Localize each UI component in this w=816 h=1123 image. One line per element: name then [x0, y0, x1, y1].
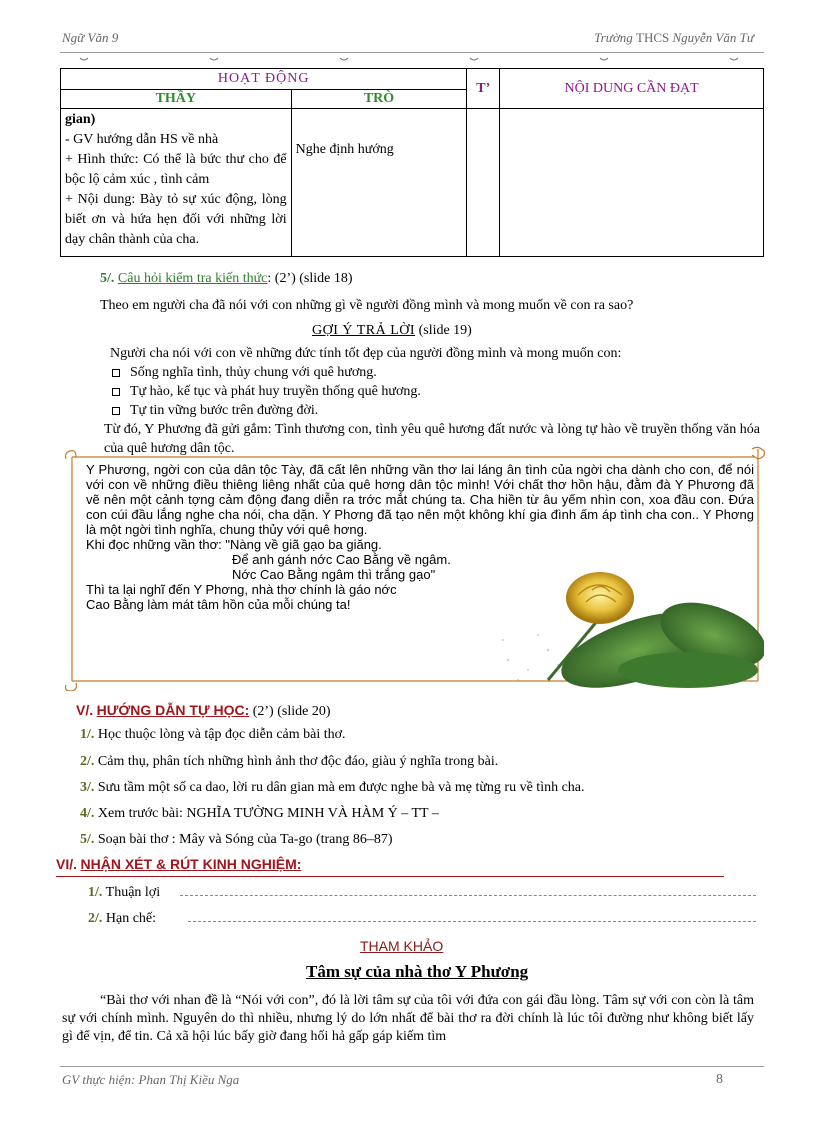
review-dots — [188, 921, 756, 922]
goiy-suffix: (slide 19) — [418, 323, 472, 338]
study-item — [80, 754, 498, 770]
item-num: 2/. — [80, 754, 95, 769]
scroll-poem-intro: Khi đọc những vần thơ: "Nàng về giã gạo ba giăng. — [86, 537, 382, 552]
cell-thay — [61, 109, 292, 257]
item-text: Soạn bài thơ : Mây và Sóng của Ta-go (trang 86–87) — [97, 832, 393, 847]
tamsu-title: Tâm sự của nhà thơ Y Phương — [306, 962, 529, 981]
header-time: T’ — [467, 69, 500, 109]
footer-teacher: GV thực hiện: Phan Thị Kiều Nga — [62, 1072, 240, 1087]
header-subject: Ngữ Văn 9 — [62, 30, 119, 45]
scroll-text — [86, 462, 754, 612]
review-label: Thuận lợi — [105, 885, 161, 900]
question: Theo em người cha đã nói với con những gì về người đồng mình và mong muốn về con ra sao? — [100, 298, 634, 313]
header-school-name: Nguyễn Văn Tư — [672, 30, 754, 45]
reference-paragraph: “Bài thơ với nhan đề là “Nói với con”, đó là lời tâm sự của tôi với đứa con gái đầu lòng. Tâm sự với con còn là tâm sự với chính mình. Nguyên do thì nhiều, nhưng lý do lớn nhất để bài thơ ra đời chính là lúc tôi đường như không biết lấy gì để vịn, để tin. Cả xã hội lúc bấy giờ đang hối hả gấp gáp kiếm tìm — [62, 993, 754, 1044]
scroll-poem-line: Nớc Cao Bằng ngâm thì trắng gạo" — [232, 567, 436, 582]
review-num: 1/. — [88, 885, 103, 900]
scroll-closing: Cao Bằng làm mát tâm hồn của mỗi chúng ta! — [86, 597, 351, 612]
item-num: 5/. — [80, 832, 95, 847]
item-num: 3/. — [80, 780, 95, 795]
thay-line-3: + Nội dung: Bày tỏ sự xúc động, lòng biết ơn và hứa hẹn đối với những lời dạy chân thành của cha. — [65, 192, 287, 247]
section-vi-title: NHẬN XÉT & RÚT KINH NGHIỆM: — [80, 856, 302, 872]
bullet-square-icon — [112, 407, 120, 415]
header-noi-dung: NỘI DUNG CẦN ĐẠT — [500, 69, 764, 109]
goiy-heading — [312, 323, 472, 339]
section-v-title: HƯỚNG DẪN TỰ HỌC: — [96, 702, 250, 718]
study-item — [80, 780, 585, 796]
section-5-num: 5/. — [100, 271, 115, 286]
review-row — [88, 885, 756, 901]
review-row — [88, 911, 756, 927]
bullet-text: Sống nghĩa tình, thủy chung với quê hương. — [130, 365, 377, 380]
section-vi-heading — [56, 856, 724, 877]
answer-bullet — [112, 401, 760, 420]
header-school — [594, 30, 754, 46]
scroll-paragraph: Y Phương, ngời con của dân tộc Tày, đã cất lên những vần thơ lai láng ân tình của ngời cha dành cho con, để nói với con về những điều thiêng liêng nhất của quê hơng dân tộc mình! Với chất thơ hồn hậu, đằm đà Y Phương đã vẽ nên một cảnh tợng cảm động đang diễn ra trớc mắt chúng ta. Cha hiền từ âu yếm nhìn con, xoa đầu con. Đứa con cúi đầu lắng nghe cha nói, cha dặn. Y Phơng đã tạo nên một không khí gia đình ấm áp tình cha con.. Y Phơng là một ngời tình nghĩa, chung thủy với quê hơng. — [86, 462, 754, 537]
answer-intro: Người cha nói với con về những đức tính tốt đẹp của người đồng mình và mong muốn con: — [110, 346, 622, 361]
review-num: 2/. — [88, 911, 103, 926]
item-num: 4/. — [80, 806, 95, 821]
header-hoat-dong: HOẠT ĐỘNG — [61, 69, 467, 90]
cell-time — [467, 109, 500, 257]
study-item — [80, 806, 439, 822]
thay-line-2: + Hình thức: Có thể là bức thư cho để bộc lộ cảm xúc , tình cảm — [65, 152, 287, 187]
tro-text: Nghe định hướng — [295, 142, 394, 157]
item-text: Xem trước bài: NGHĨA TƯỜNG MINH VÀ HÀM Ý – TT – — [97, 806, 439, 821]
item-text: Cảm thụ, phân tích những hình ảnh thơ độc đáo, giàu ý nghĩa trong bài. — [97, 754, 499, 769]
page-number: 8 — [716, 1072, 723, 1087]
bullet-square-icon — [112, 369, 120, 377]
cell-noi-dung — [500, 109, 764, 257]
study-item — [80, 832, 393, 848]
review-label: Hạn chế: — [105, 911, 157, 926]
header-rule — [60, 52, 764, 53]
section-v-suffix: (2’) (slide 20) — [252, 704, 331, 719]
item-num: 1/. — [80, 727, 95, 742]
header-school-type: THCS — [636, 30, 670, 45]
header-ornament — [60, 56, 764, 64]
goiy-title: GỢI Ý TRẢ LỜI — [312, 323, 416, 338]
thay-line-1: - GV hướng dẫn HS về nhà — [65, 132, 219, 147]
answer-bullet — [112, 363, 760, 382]
header-thay: THẦY — [61, 90, 292, 109]
section-5-suffix: : (2’) (slide 18) — [267, 271, 353, 286]
answer-conclusion: Từ đó, Y Phương đã gửi gắm: Tình thương con, tình yêu quê hương đất nước và lòng tự hào về truyền thống văn hóa của quê hương dân tộc. — [104, 422, 760, 456]
scroll-poem-line: Để anh gánh nớc Cao Bằng về ngâm. — [232, 552, 451, 567]
study-item — [80, 727, 346, 743]
review-dots — [180, 895, 756, 896]
thay-line-0: gian) — [65, 112, 96, 127]
section-v-heading — [76, 702, 331, 720]
footer-rule — [60, 1066, 764, 1067]
activity-table — [60, 68, 764, 257]
section-5-heading — [100, 271, 353, 287]
section-vi-num: VI/. — [56, 856, 78, 872]
answer-bullet — [112, 382, 760, 401]
thamkhao-heading: THAM KHẢO — [360, 938, 444, 954]
item-text: Học thuộc lòng và tập đọc diễn cảm bài thơ. — [97, 727, 346, 742]
header-tro: TRÒ — [291, 90, 467, 109]
answer-block — [104, 344, 760, 458]
bullet-square-icon — [112, 388, 120, 396]
section-v-num: V/. — [76, 702, 94, 718]
item-text: Sưu tầm một số ca dao, lời ru dân gian mà em được nghe bà và mẹ từng ru về tình cha. — [97, 780, 585, 795]
bullet-text: Tự tin vững bước trên đường đời. — [130, 403, 319, 418]
bullet-text: Tự hào, kế tục và phát huy truyền thống quê hương. — [130, 384, 421, 399]
cell-tro — [291, 109, 467, 257]
scroll-closing: Thì ta lại nghĩ đến Y Phơng, nhà thơ chính là gáo nớc — [86, 582, 397, 597]
header-school-prefix: Trường — [594, 30, 633, 45]
section-5-title: Câu hỏi kiểm tra kiến thức — [117, 271, 268, 286]
